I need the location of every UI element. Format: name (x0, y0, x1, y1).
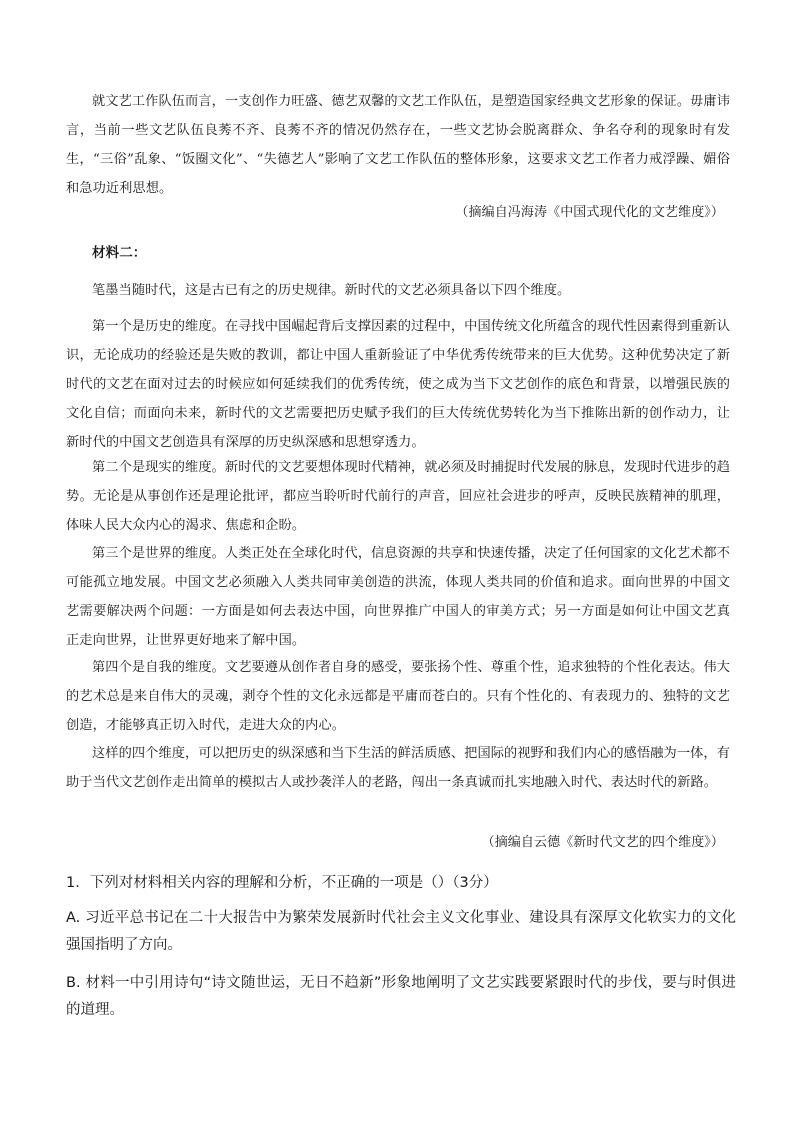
material1-source: （摘编自冯海涛《中国式现代化的文艺维度》） (455, 205, 724, 220)
material2-source: （摘编自云德《新时代文艺的四个维度》） (481, 835, 724, 850)
material2-heading: 材料二： (92, 245, 147, 261)
material2-paragraph-world: 第三个是世界的维度。人类正处在全球化时代，信息资源的共享和快速传播，决定了任何国家的文化艺术都不可能孤立地发展。中国文艺必须融入人类共同审美创造的洪流，体现人类共同的价值和追求。面向世界的中国文艺需要解决两个问题：一方面是如何去表达中国，向世界推广中国人的审美方式；另一方面是如何让中国文艺真正走向世界，让世界更好地来了解中国。 (66, 546, 730, 648)
question-1-stem: 1．下列对材料相关内容的理解和分析，不正确的一项是（）（3分） (66, 875, 498, 891)
question-1-option-a: A. 习近平总书记在二十大报告中为繁荣发展新时代社会主义文化事业、建设具有深厚文化软实力的文化强国指明了方向。 (66, 910, 736, 953)
material2-paragraph-1: 笔墨当随时代，这是古已有之的历史规律。新时代的文艺必须具备以下四个维度。 (92, 283, 571, 298)
material1-closing-paragraph: 就文艺工作队伍而言，一支创作力旺盛、德艺双馨的文艺工作队伍，是塑造国家经典文艺形象的保证。毋庸讳言，当前一些文艺队伍良莠不齐、良莠不齐的情况仍然存在，一些文艺协会脱离群众、争名夺利的现象时有发生，“三俗”乱象、“饭圈文化”、“失德艺人”影响了文艺工作队伍的整体形象，这要求文艺工作者力戒浮躁、媚俗和急功近利思想。 (66, 94, 730, 196)
material2-paragraph-summary: 这样的四个维度，可以把历史的纵深感和当下生活的鲜活质感、把国际的视野和我们内心的感悟融为一体，有助于当代文艺创作走出简单的模拟古人或抄袭洋人的老路，闯出一条真诚而扎实地融入时代、表达时代的新路。 (66, 746, 730, 790)
material2-paragraph-self: 第四个是自我的维度。文艺要遵从创作者自身的感受，要张扬个性、尊重个性，追求独特的个性化表达。伟大的艺术总是来自伟大的灵魂，剥夺个性的文化永远都是平庸而苍白的。只有个性化的、有表现力的、独特的文艺创造，才能够真正切入时代，走进大众的内心。 (66, 660, 730, 733)
material2-paragraph-reality: 第二个是现实的维度。新时代的文艺要想体现时代精神，就必须及时捕捉时代发展的脉息，发现时代进步的趋势。无论是从事创作还是理论批评，都应当聆听时代前行的声音，回应社会进步的呼声，反映民族精神的肌理，体味人民大众内心的渴求、焦虑和企盼。 (66, 460, 730, 533)
question-1-option-b: B. 材料一中引用诗句“诗文随世运，无日不趋新”形象地阐明了文艺实践要紧跟时代的步伐，要与时俱进的道理。 (66, 975, 736, 1018)
material2-paragraph-history: 第一个是历史的维度。在寻找中国崛起背后支撑因素的过程中，中国传统文化所蕴含的现代性因素得到重新认识，无论成功的经验还是失败的教训，都让中国人重新验证了中华优秀传统带来的巨大优势。这种优势决定了新时代的文艺在面对过去的时候应如何延续我们的优秀传统，使之成为当下文艺创作的底色和背景，以增强民族的文化自信；而面向未来，新时代的文艺需要把历史赋予我们的巨大传统优势转化为当下推陈出新的创作动力，让新时代的中国文艺创造具有深厚的历史纵深感和思想穿透力。 (66, 319, 730, 450)
